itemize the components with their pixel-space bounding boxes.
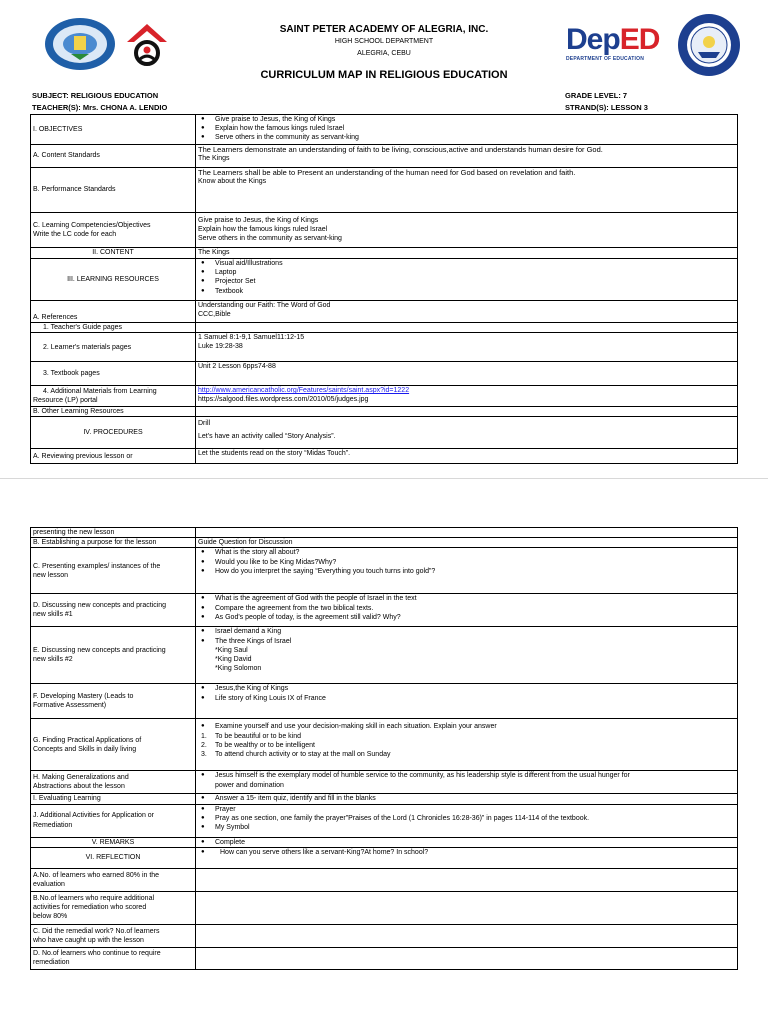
row-label bbox=[31, 947, 196, 969]
label-line: remediation bbox=[33, 959, 70, 967]
list-item: ● Jesus,the King of Kings bbox=[198, 684, 735, 693]
label-line: evaluation bbox=[33, 880, 65, 888]
row-value: The Kings bbox=[196, 248, 738, 259]
strand-label: STRAND(S): LESSON 3 bbox=[565, 103, 648, 112]
row-label bbox=[31, 333, 196, 362]
row-value bbox=[196, 771, 738, 794]
label-line: activities for remediation who scored bbox=[33, 904, 147, 912]
list-item: ● As God's people of today, is the agreement still valid? Why? bbox=[198, 613, 735, 622]
value-line: The Learners demonstrate an understanding of faith to be living, conscious,active and understands human desire for God. bbox=[198, 145, 603, 154]
row-label: A. Reviewing previous lesson or bbox=[31, 449, 196, 464]
row-value bbox=[196, 386, 738, 407]
department-name: HIGH SCHOOL DEPARTMENT bbox=[334, 38, 434, 45]
value-line: The Kings bbox=[198, 155, 230, 163]
label-line: Abstractions about the lesson bbox=[33, 783, 125, 791]
row-value bbox=[196, 417, 738, 449]
list-item: ● Pray as one section, one family the prayer”Praises of the Lord (1 Chronicles 16:28-36)” in pages 114-114 of the textbook. bbox=[198, 814, 735, 823]
row-label: B. Establishing a purpose for the lesson bbox=[31, 538, 196, 548]
row-value bbox=[196, 627, 738, 684]
label-line: new skills #2 bbox=[33, 656, 73, 664]
curriculum-table-page1 bbox=[30, 114, 738, 464]
table-row-remedial-work bbox=[31, 924, 738, 947]
label-line: D. No.of learners who continue to require bbox=[33, 950, 161, 958]
label-line: Formative Assessment) bbox=[33, 702, 107, 710]
table-row-additional-activities bbox=[31, 804, 738, 837]
row-value bbox=[196, 794, 738, 804]
label-line: D. Discussing new concepts and practicing bbox=[33, 602, 167, 610]
list-item: ● How can you serve others like a servant-King?At home? In school? bbox=[198, 848, 735, 857]
table-row-reviewing bbox=[31, 449, 738, 464]
row-label: A. References bbox=[31, 301, 196, 323]
row-label: B. Other Learning Resources bbox=[31, 407, 196, 417]
table-row-additional-materials bbox=[31, 386, 738, 407]
row-label: I. OBJECTIVES bbox=[31, 115, 196, 145]
row-label bbox=[31, 323, 196, 333]
row-label: B. Performance Standards bbox=[31, 168, 196, 213]
row-value: Guide Question for Discussion bbox=[196, 538, 738, 548]
label-line: new lesson bbox=[33, 571, 69, 579]
table-row-mastery bbox=[31, 684, 738, 719]
label-line: F. Developing Mastery (Leads to bbox=[33, 693, 134, 701]
row-value bbox=[196, 891, 738, 924]
row-value bbox=[196, 594, 738, 627]
row-value bbox=[196, 301, 738, 323]
list-item: ● My Symbol bbox=[198, 823, 735, 832]
row-value bbox=[196, 548, 738, 594]
item-number: 1. bbox=[201, 732, 207, 740]
row-value bbox=[196, 323, 738, 333]
value-line: Understanding our Faith: The Word of God bbox=[198, 302, 331, 309]
label-line: new skills #1 bbox=[33, 611, 73, 619]
row-value bbox=[196, 168, 738, 213]
list-item: ● Answer a 15- item quiz, identify and fill in the blanks bbox=[198, 794, 735, 803]
row-label: I. Evaluating Learning bbox=[31, 794, 196, 804]
list-item: ● Complete bbox=[198, 838, 735, 847]
label-line: A.No. of learners who earned 80% in the bbox=[33, 871, 160, 879]
teacher-label: TEACHER(S): Mrs. CHONA A. LENDIO bbox=[32, 103, 168, 112]
row-value: Unit 2 Lesson 6pps74-88 bbox=[196, 362, 738, 386]
table-row-continue-remediation bbox=[31, 947, 738, 969]
label-line: Remediation bbox=[33, 821, 73, 829]
list-item: ● What is the story all about? bbox=[198, 548, 735, 557]
label-line: Write the LC code for each bbox=[33, 231, 117, 238]
row-value bbox=[196, 684, 738, 719]
table-row-references bbox=[31, 301, 738, 323]
table-row-examples bbox=[31, 548, 738, 594]
value-line: Give praise to Jesus, the King of Kings bbox=[198, 217, 319, 224]
row-value bbox=[196, 847, 738, 868]
row-label bbox=[31, 627, 196, 684]
value-line: Let's have an activity called “Story Analysis”. bbox=[198, 432, 336, 440]
row-label: III. LEARNING RESOURCES bbox=[31, 259, 196, 301]
deped-caption: DEPARTMENT OF EDUCATION bbox=[566, 56, 645, 62]
table-row-evaluating bbox=[31, 794, 738, 804]
row-label bbox=[31, 213, 196, 248]
list-item: ● Compare the agreement from the two biblical texts. bbox=[198, 604, 735, 613]
king-name: *King Saul bbox=[215, 646, 248, 654]
value-line: Serve others in the community as servant-king bbox=[198, 235, 342, 243]
table-row-discussing-1 bbox=[31, 594, 738, 627]
page-1 bbox=[0, 0, 768, 477]
value-line: Drill bbox=[198, 420, 211, 428]
page-2 bbox=[0, 479, 768, 1024]
document-title: CURRICULUM MAP IN RELIGIOUS EDUCATION bbox=[260, 69, 508, 81]
list-item: ● Laptop bbox=[198, 268, 735, 277]
subject-label: SUBJECT: RELIGIOUS EDUCATION bbox=[32, 91, 159, 100]
list-item: ● Examine yourself and use your decision-making skill in each situation. Explain your answer bbox=[198, 722, 735, 731]
item-number: 2. bbox=[201, 741, 207, 749]
row-label: VI. REFLECTION bbox=[31, 847, 196, 868]
king-name: *King David bbox=[215, 656, 252, 664]
table-row-discussing-2 bbox=[31, 627, 738, 684]
table-row-textbook-pages bbox=[31, 362, 738, 386]
list-item: ● Give praise to Jesus, the King of Kings bbox=[198, 115, 735, 124]
label-line: 1. Teacher's Guide pages bbox=[43, 324, 123, 331]
row-label bbox=[31, 362, 196, 386]
table-row-generalizations bbox=[31, 771, 738, 794]
table-row-objectives bbox=[31, 115, 738, 145]
table-row-reflection bbox=[31, 847, 738, 868]
row-label bbox=[31, 804, 196, 837]
deped-logo: DepED DEPARTMENT OF EDUCATION bbox=[566, 24, 666, 68]
label-line: Resource (LP) portal bbox=[33, 397, 98, 405]
row-label bbox=[31, 891, 196, 924]
row-value bbox=[196, 333, 738, 362]
row-label: A. Content Standards bbox=[31, 145, 196, 168]
value-line: The Learners shall be able to Present an understanding of the human need for God based on revelation and faith. bbox=[198, 168, 576, 177]
king-name: *King Solomon bbox=[215, 665, 262, 673]
label-line: below 80% bbox=[33, 913, 68, 921]
row-label: V. REMARKS bbox=[31, 837, 196, 847]
table-row-learners-80 bbox=[31, 868, 738, 891]
row-value bbox=[196, 145, 738, 168]
row-value bbox=[196, 259, 738, 301]
list-item: ● Prayer bbox=[198, 805, 735, 814]
table-row-procedures bbox=[31, 417, 738, 449]
document-header bbox=[0, 0, 768, 88]
school-name: SAINT PETER ACADEMY OF ALEGRIA, INC. bbox=[279, 24, 489, 35]
table-row-remarks bbox=[31, 837, 738, 847]
curriculum-table-page2 bbox=[30, 527, 738, 970]
label-line: C. Learning Competencies/Objectives bbox=[33, 221, 151, 229]
row-label bbox=[31, 386, 196, 407]
list-item: ● Projector Set bbox=[198, 277, 735, 286]
row-value bbox=[196, 115, 738, 145]
row-label: presenting the new lesson bbox=[31, 528, 196, 538]
list-item: ● Explain how the famous kings ruled Israel bbox=[198, 124, 735, 133]
table-row-teachers-guide bbox=[31, 323, 738, 333]
table-row-remediation bbox=[31, 891, 738, 924]
value-line: CCC,Bible bbox=[198, 311, 231, 319]
school-address: ALEGRIA, CEBU bbox=[357, 50, 411, 57]
value-line: power and domination bbox=[215, 781, 284, 789]
row-value bbox=[196, 804, 738, 837]
table-row-learning-resources bbox=[31, 259, 738, 301]
row-value bbox=[196, 924, 738, 947]
table-row-presenting bbox=[31, 528, 738, 538]
list-item bbox=[198, 771, 735, 789]
table-row-competencies bbox=[31, 213, 738, 248]
table-row-performance-standards bbox=[31, 168, 738, 213]
row-value bbox=[196, 837, 738, 847]
value-line: Explain how the famous kings ruled Israel bbox=[198, 226, 328, 234]
row-value bbox=[196, 213, 738, 248]
reference-link[interactable]: http://www.americancatholic.org/Features/saints/saint.aspx?id=1222 bbox=[198, 387, 410, 395]
list-item: ● Would you like to be King Midas?Why? bbox=[198, 558, 735, 567]
item-text: To attend church activity or to stay at the mall on Sunday bbox=[215, 751, 391, 759]
grade-level-label: GRADE LEVEL: 7 bbox=[565, 91, 628, 100]
row-label bbox=[31, 684, 196, 719]
kagawaran-seal-logo bbox=[676, 12, 742, 78]
table-row-purpose bbox=[31, 538, 738, 548]
list-item: ● Serve others in the community as servant-king bbox=[198, 133, 735, 142]
label-line: 3. Textbook pages bbox=[43, 370, 100, 378]
row-label bbox=[31, 924, 196, 947]
list-item: ● Visual aid/Illustrations bbox=[198, 259, 735, 268]
table-row-practical bbox=[31, 719, 738, 771]
label-line: C. Did the remedial work? No.of learners bbox=[33, 927, 160, 935]
row-label bbox=[31, 868, 196, 891]
table-row-content-standards bbox=[31, 145, 738, 168]
item-text: To be wealthy or to be intelligent bbox=[215, 741, 316, 749]
numbered-item bbox=[198, 741, 735, 750]
table-row-content bbox=[31, 248, 738, 259]
row-label: IV. PROCEDURES bbox=[31, 417, 196, 449]
label-line: E. Discussing new concepts and practicing bbox=[33, 647, 166, 655]
list-item: ● Life story of King Louis IX of France bbox=[198, 694, 735, 703]
row-label bbox=[31, 719, 196, 771]
value-line: https://salgood.files.wordpress.com/2010/05/judges.jpg bbox=[198, 396, 369, 404]
label-line: Concepts and Skills in daily living bbox=[33, 745, 137, 753]
table-row-learners-materials bbox=[31, 333, 738, 362]
label-line: 2. Learner's materials pages bbox=[43, 343, 132, 351]
row-value bbox=[196, 868, 738, 891]
row-value: Let the students read on the story “Midas Touch”. bbox=[196, 449, 738, 464]
value-line: Luke 19:28-38 bbox=[198, 343, 243, 351]
row-value bbox=[196, 719, 738, 771]
value-line: ● Jesus himself is the exemplary model of humble service to the community, as his leadership style is different from the usual hunger for bbox=[215, 772, 630, 780]
list-item: ● Israel demand a King bbox=[198, 627, 735, 636]
label-line: B.No.of learners who require additional bbox=[33, 895, 155, 902]
row-value bbox=[196, 407, 738, 417]
value-line: Know about the Kings bbox=[198, 178, 267, 186]
item-number: 3. bbox=[201, 751, 207, 759]
label-line: G. Finding Practical Applications of bbox=[33, 736, 142, 744]
row-label bbox=[31, 771, 196, 794]
row-label bbox=[31, 594, 196, 627]
list-item: ● What is the agreement of God with the people of Israel in the text bbox=[198, 594, 735, 603]
numbered-item bbox=[198, 750, 735, 759]
list-item: ● Textbook bbox=[198, 287, 735, 296]
label-line: J. Additional Activities for Application or bbox=[33, 812, 155, 820]
row-label bbox=[31, 548, 196, 594]
row-label: II. CONTENT bbox=[31, 248, 196, 259]
row-value bbox=[196, 947, 738, 969]
item-text: To be beautiful or to be kind bbox=[215, 732, 302, 740]
label-line: C. Presenting examples/ instances of the bbox=[33, 562, 161, 570]
label-line: H. Making Generalizations and bbox=[33, 774, 129, 782]
list-item: ● How do you interpret the saying “Everything you touch turns into gold”? bbox=[198, 567, 735, 576]
label-line: 4. Additional Materials from Learning bbox=[43, 388, 157, 395]
value-line: 1 Samuel 8:1-9,1 Samuel11:12-15 bbox=[198, 334, 305, 342]
label-line: who have caught up with the lesson bbox=[33, 936, 144, 944]
table-row-other-resources bbox=[31, 407, 738, 417]
list-item: ● The three Kings of Israel bbox=[198, 637, 735, 646]
numbered-item bbox=[198, 732, 735, 741]
row-value bbox=[196, 528, 738, 538]
